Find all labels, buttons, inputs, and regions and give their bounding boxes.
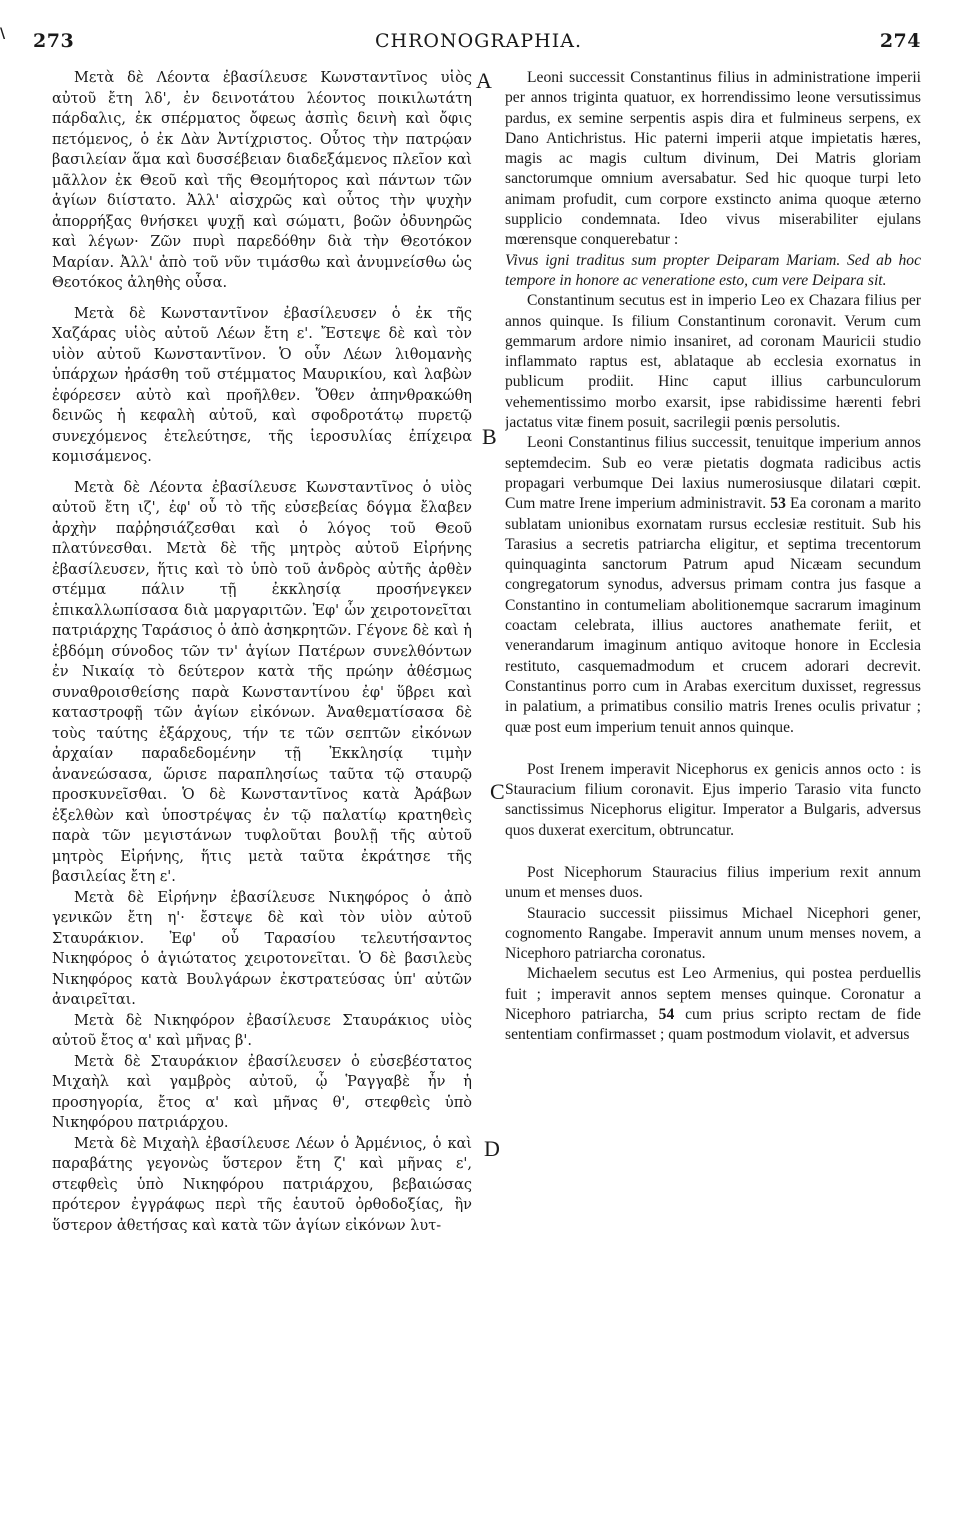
margin-marker-a: A xyxy=(476,68,492,93)
page-number-right: 274 xyxy=(879,30,921,52)
greek-paragraph: Μετὰ δὲ Κωνσταντῖνον ἐβασίλευσεν ὁ ἐκ τῆς Χαζάρας υἱὸς αὐτοῦ Λέων ἔτη ε'. Ἔστεψε δὲ καὶ τὸν υἱὸν αὐτοῦ Κωνσταντῖνον. Ὁ οὖν Λέων λιθομανὴς ὑπάρχων ἠράσθη τοῦ στέμματος Μαυρικίου, καὶ λαβὼν ἐφόρεσεν αὐτὸ καὶ προῆλθεν. Ὅθεν ἀπηνθρακώθη δεινῶς ἡ κεφαλὴ αὐτοῦ, καὶ σφοδροτάτῳ πυρετῷ συνεχόμενος ἐτελεύτησε, τῆς ἱεροσυλίας ἐπίχειρα κομισάμενος. xyxy=(52,305,472,465)
latin-paragraph xyxy=(505,433,921,737)
margin-marker-b: B xyxy=(482,424,497,449)
latin-paragraph: Post Irenem imperavit Nicephorus ex genicis annos octo : is Stauracium filium coronavit. Ejus imperio Tarasio vita functo sanctissimus Nicephorus eligitur. Imperator a Bulgaris, adversus quos duxerat exercitum, obtruncatur. xyxy=(505,760,921,839)
latin-paragraph xyxy=(505,964,921,1045)
margin-marker-d: D xyxy=(484,1136,500,1161)
latin-column xyxy=(505,68,921,1520)
greek-paragraph: Μετὰ δὲ Λέοντα ἐβασίλευσε Κωνσταντῖνος ὁ υἱὸς αὐτοῦ ἔτη ιζ', ἐφ' οὗ τὸ τῆς εὐσεβείας δόγμα ἔλαβεν ἀρχὴν παῤῥησιάζεσθαι καὶ ὁ λόγος τοῦ Θεοῦ πλατύνεσθαι. Μετὰ δὲ τῆς μητρὸς αὐτοῦ Εἰρήνης ἐβασίλευσεν, ἥτις καὶ τὸ ὑπὸ τοῦ ἀνδρὸς αὐτῆς ἀρθὲν στέμμα πάλιν τῇ ἐκκλησίᾳ προσήνεγκεν ἐπικαλλωπίσασα διὰ μαργαριτῶν. Ἐφ' ὧν χειροτονεῖται πατριάρχης Ταράσιος ὁ ἀπὸ ἀσηκρητῶν. Γέγονε δὲ καὶ ἡ ἑβδόμη σύνοδος τῶν τν' ἁγίων Πατέρων συνελθόντων ἐν Νικαίᾳ τὸ δεύτερον κατὰ τῆς πρώην ἀθέσμως συναθροισθείσης παρὰ Κωνσταντίνου ἐφ' ὕβρει καὶ καταστροφῇ τῶν ἁγίων εἰκόνων. Ἀναθεματίσασα δὲ τοὺς ταύτης ἐξάρχους, τήν τε τῶν σεπτῶν εἰκόνων ἀρχαίαν παραδεδομένην τῇ Ἐκκλησίᾳ τιμὴν ἀνανεώσασα, ὥρισε παραπλησίως ταῦτα τῷ σταυρῷ προσκυνεῖσθαι. Ὁ δὲ Κωνσταντῖνος κατὰ Ἀράβων ἐξελθὼν καὶ ὑποστρέψας ἐν τῷ παλατίῳ κρατηθεὶς παρὰ τῶν μεγιστάνων τυφλοῦται βουλῇ τῆς αὐτοῦ μητρὸς Εἰρήνης, ἥτις μετὰ ταῦτα ἐκράτησε τῆς βασιλείας ἔτη ε'. xyxy=(52,479,472,885)
latin-paragraph: Post Nicephorum Stauracius filius imperium rexit annum unum et menses duos. xyxy=(505,863,921,902)
greek-paragraph: Μετὰ δὲ Λέοντα ἐβασίλευσε Κωνσταντῖνος υἱὸς αὐτοῦ ἔτη λδ', ἐν δεινοτάτου λέοντος ποικιλωτάτη πάρδαλις, ἐκ σπέρματος ὄφεως ἀσπὶς δεινὴ καὶ ὄφις πετόμενος, ὁ ἐκ Δὰν Ἀντίχριστος. Οὗτος τὴν πατρῴαν βασιλείαν ἅμα καὶ δυσσέβειαν διαδεξάμενος πλεῖον καὶ μᾶλλον ἐκ Θεοῦ καὶ τῆς Θεομήτορος καὶ πάντων τῶν ἁγίων διίστατο. Ἀλλ' αἰσχρῶς καὶ οὗτος τὴν ψυχὴν ἀπορρήξας θνήσκει ψυχῇ καὶ σώματι, βοῶν ὀδυνηρῶς καὶ λέγων· Ζῶν πυρὶ παρεδόθην διὰ τὴν Θεοτόκον Μαρίαν. Ἀλλ' ἀπὸ τοῦ νῦν τιμάσθω καὶ ἀνυμνείσθω ὡς Θεοτόκος ἀληθὴς οὖσα. xyxy=(52,70,472,291)
latin-italic-quote: Vivus igni traditus sum propter Deiparam Mariam. Sed ab hoc tempore in honore ac veneratione esto, cum vere Deipara sit. xyxy=(505,251,921,289)
column-number-54: 54 xyxy=(658,1006,675,1024)
running-title: CHRONOGRAPHIA. xyxy=(374,30,582,52)
running-header xyxy=(0,30,957,60)
greek-paragraph: Μετὰ δὲ Νικηφόρον ἐβασίλευσε Σταυράκιος υἱὸς αὐτοῦ ἔτος α' καὶ μῆνας β'. xyxy=(52,1012,472,1049)
greek-column xyxy=(52,68,472,1520)
greek-paragraph: Μετὰ δὲ Εἰρήνην ἐβασίλευσε Νικηφόρος ὁ ἀπὸ γενικῶν ἔτη η'· ἔστεψε δὲ καὶ τὸν υἱὸν αὐτοῦ Σταυράκιον. Ἐφ' οὗ Ταρασίου τελευτήσαντος Νικηφόρος ὁ ἁγιώτατος χειροτονεῖται. Ὁ δὲ βασιλεὺς Νικηφόρος κατὰ Βουλγάρων ἐκστρατεύσας ὑπ' αὐτῶν ἀναιρεῖται. xyxy=(52,889,472,1008)
latin-paragraph: Stauracio successit piissimus Michael Nicephori gener, cognomento Rangabe. Imperavit annum unum menses novem, a Nicephoro patriarcha coronatus. xyxy=(505,904,921,963)
latin-text: Michaelem secutus est Leo Armenius, qui postea perduellis fuit ; imperavit annos septem menses quinque. Coronatur a Nicephoro patriarcha, xyxy=(505,965,921,1024)
corner-mark: \ xyxy=(0,26,6,42)
latin-paragraph: Constantinum secutus est in imperio Leo ex Chazara filius per annos quinque. Is filium Constantinum coronavit. Verum cum gemmarum ardore nimio insaniret, ad coronam Mauricii studio inflammato raptus est, ablataque ab ecclesia exornatus in publicum prodiit. Hinc caput illius carbunculorum vehementissimo morbo exarsit, ipse rabidissime hærenti febri jactatus vitæ finem posuit, sacrilegii pœnis persolutis. xyxy=(505,292,921,432)
latin-text: cum prius scripto rectam de fide sententiam confirmasset ; quam postmodum violavit, et adversus xyxy=(505,1006,921,1044)
latin-paragraph: Leoni successit Constantinus filius in administratione imperii per annos triginta quatuor, ex horrendissimo leone versutissimus pardus, ex semine serpentis aspis dira et fulmineus serpens, ex Dano Antichristus. Hic paterni imperii atque impietatis hæres, magis ac magis cultum divinum, Dei Matris gloriam sanctorumque omnium aversabatur. Sed hic quoque turpi leto animam profudit, cum corpore exstincto anima quoque æterno supplicio condemnata. Ideo vivus miserabiliter ejulans mœrensque conquerebatur : xyxy=(505,69,921,249)
greek-paragraph: Μετὰ δὲ Σταυράκιον ἐβασίλευσεν ὁ εὐσεβέστατος Μιχαὴλ καὶ γαμβρὸς αὐτοῦ, ᾧ Ῥαγγαβὲ ἦν ἡ προσηγορία, ἔτος α' καὶ μῆνας θ', στεφθεὶς ὑπὸ Νικηφόρου πατριάρχου. xyxy=(52,1053,472,1131)
column-number-53: 53 xyxy=(770,495,786,513)
greek-paragraph: Μετὰ δὲ Μιχαὴλ ἐβασίλευσε Λέων ὁ Ἀρμένιος, ὁ καὶ παραβάτης γεγονὼς ὕστερον ἔτη ζ' καὶ μῆνας ε', στεφθεὶς ὑπὸ Νικηφόρου πατριάρχου, βεβαιώσας πρότερον ἐγγράφως περὶ τῆς ἑαυτοῦ ὀρθοδοξίας, ἣν ὕστερον ἀθετήσας καὶ κατὰ τῶν ἁγίων εἰκόνων λυτ- xyxy=(52,1135,472,1234)
latin-text: Leoni Constantinus filius successit, tenuitque imperium annos septemdecim. Sub eo veræ pietatis dogmata radicibus actis propagari verbumque Dei laxius numerosiusque dilatari cœpit. Cum matre Irene imperium administravit. xyxy=(505,434,921,513)
page-number-left: 273 xyxy=(33,30,75,52)
latin-text: Ea coronam a marito sublatam unionibus exornatam rursus ecclesiæ restituit. Sub his Tarasius a secretis patriarcha eligitur, et septima trecentorum quinquaginta sanctorum Patrum apud Nicæam secundum congregatorum synodus, adversus primam contra jus fasque a Constantino in contumeliam abolitionemque sacrarum imaginum coactam celebrata, illius auctores anathemate feriit, et venerandarum imaginum antiquo avitoque honore in Ecclesia restituto, casquemadmodum et crucem adorari decrevit. Constantinus porro cum in Arabas exercitum duxisset, regressus in palatium, a primatibus consilio matris Irenes oculis privatur ; quæ post eum imperium tenuit annos quinque. xyxy=(505,495,921,736)
margin-marker-c: C xyxy=(490,779,505,804)
